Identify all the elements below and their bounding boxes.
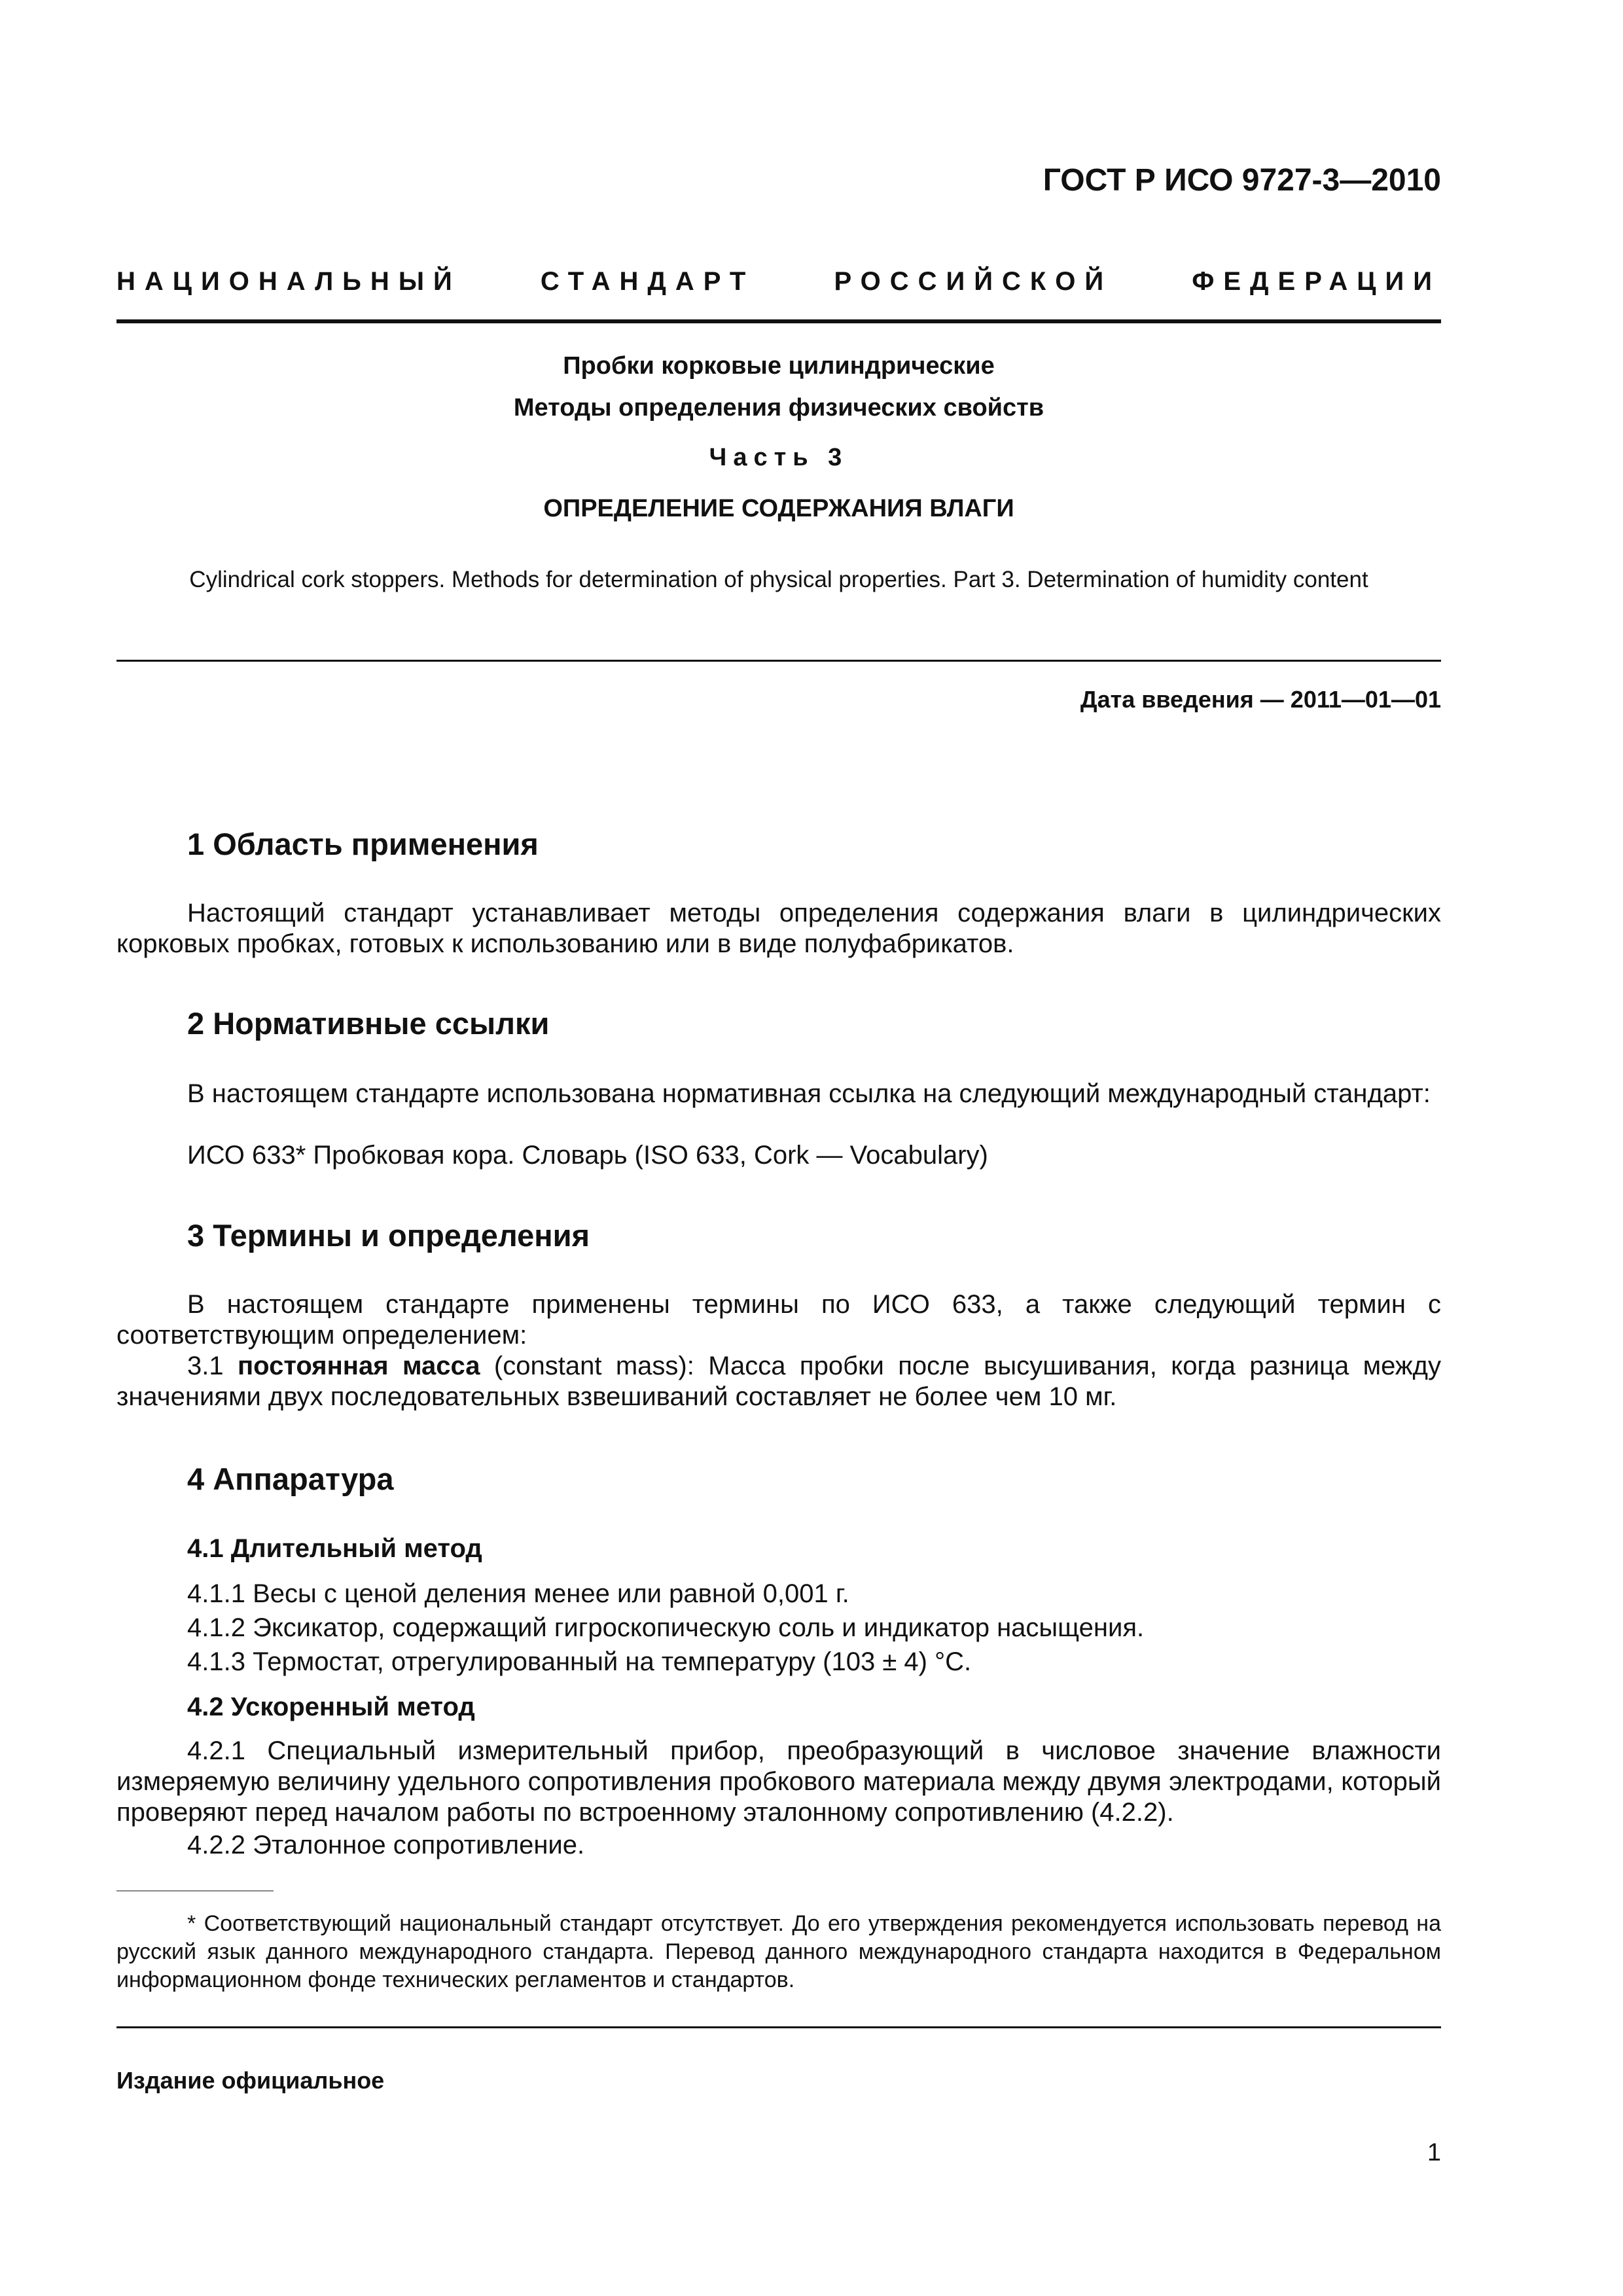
section-2-text: В настоящем стандарте использована нормативная ссылка на следующий международный стандарт: <box>187 1079 1431 1108</box>
subsection-4-2-title: 4.2 Ускоренный метод <box>187 1693 475 1721</box>
title-rule <box>116 660 1441 662</box>
banner-word: НАЦИОНАЛЬНЫЙ <box>116 267 461 296</box>
term-name: постоянная масса <box>238 1352 480 1380</box>
item-4-1-1: 4.1.1 Весы с ценой деления менее или равной 0,001 г. <box>187 1579 849 1608</box>
subsection-4-1-title: 4.1 Длительный метод <box>187 1534 482 1563</box>
section-3-text: В настоящем стандарте применены термины по ИСО 633, а также следующий термин с соответствующим определением: <box>116 1290 1441 1350</box>
section-2-title: 2 Нормативные ссылки <box>187 1006 550 1041</box>
page-number: 1 <box>1427 2139 1441 2166</box>
item-4-2-2: 4.2.2 Эталонное сопротивление. <box>187 1831 585 1859</box>
title-line-1: Пробки корковые цилиндрические <box>563 352 995 380</box>
item-4-1-3: 4.1.3 Термостат, отрегулированный на температуру (103 ± 4) °С. <box>187 1647 972 1676</box>
introduction-date: Дата введения — 2011—01—01 <box>1080 686 1441 713</box>
national-standard-banner <box>116 267 1441 296</box>
title-subject: ОПРЕДЕЛЕНИЕ СОДЕРЖАНИЯ ВЛАГИ <box>543 495 1014 522</box>
section-3-title: 3 Термины и определения <box>187 1218 590 1253</box>
document-number: ГОСТ Р ИСО 9727-3—2010 <box>1043 163 1441 198</box>
section-1-text: Настоящий стандарт устанавливает методы определения содержания влаги в цилиндрических корковых пробках, готовых к использованию или в виде полуфабрикатов. <box>116 899 1441 958</box>
english-title: Cylindrical cork stoppers. Methods for determination of physical properties. Part 3. Determination of humidity content <box>189 567 1368 592</box>
term-number: 3.1 <box>187 1352 238 1380</box>
item-4-1-2: 4.1.2 Эксикатор, содержащий гигроскопическую соль и индикатор насыщения. <box>187 1613 1145 1642</box>
section-4-title: 4 Аппаратура <box>187 1462 394 1496</box>
banner-word: ФЕДЕРАЦИИ <box>1192 267 1441 296</box>
term-definition <box>116 1351 1441 1412</box>
term-description: (constant mass): Масса пробки после высушивания, когда разница между значениями двух последовательных взвешиваний составляет не более чем 10 мг. <box>116 1352 1441 1411</box>
title-line-2: Методы определения физических свойств <box>513 394 1044 422</box>
title-part: Часть 3 <box>709 444 849 471</box>
footer-rule <box>116 2026 1441 2028</box>
banner-word: СТАНДАРТ <box>540 267 755 296</box>
footnote: * Соответствующий национальный стандарт отсутствует. До его утверждения рекомендуется использовать перевод на русский язык данного международного стандарта. Перевод данного международного стандарта находится в Федеральном информационном фонде технических регламентов и стандартов. <box>116 1911 1441 1992</box>
official-edition-label: Издание официальное <box>116 2067 385 2094</box>
section-2-reference: ИСО 633* Пробковая кора. Словарь (ISO 633, Cork — Vocabulary) <box>187 1141 988 1170</box>
footnote-separator <box>116 1890 274 1892</box>
section-1-title: 1 Область применения <box>187 827 539 861</box>
item-4-2-1: 4.2.1 Специальный измерительный прибор, преобразующий в числовое значение влажности измеряемую величину удельного сопротивления пробкового материала между двумя электродами, который проверяют перед началом работы по встроенному эталонному сопротивлению (4.2.2). <box>116 1736 1441 1827</box>
header-rule <box>116 319 1441 323</box>
banner-word: РОССИЙСКОЙ <box>834 267 1113 296</box>
